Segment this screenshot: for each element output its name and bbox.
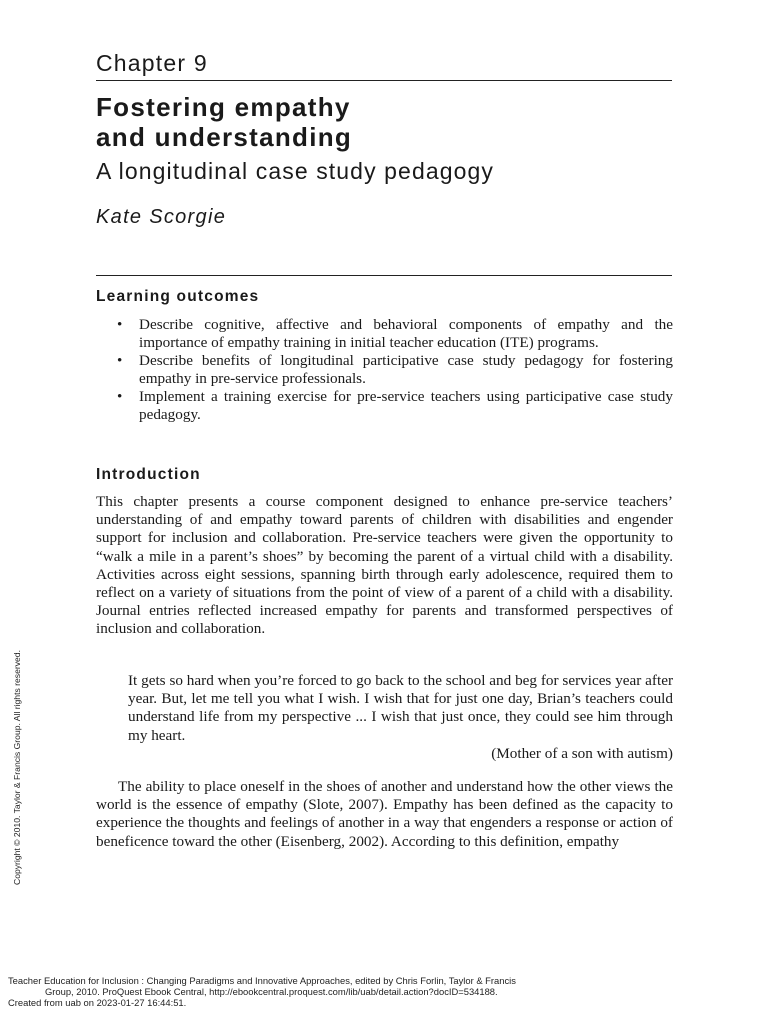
- bullet-icon: •: [117, 316, 123, 333]
- chapter-author: Kate Scorgie: [96, 206, 227, 228]
- introduction-heading: Introduction: [96, 466, 201, 483]
- learning-outcomes-list: [117, 316, 673, 424]
- quote-text: It gets so hard when you’re forced to go back to the school and beg for services year after year. But, let me tell you what I wish. I wish that for just one day, Brian’s teachers could understand life from my perspective ... I wish that just once, they could see him through my heart.: [128, 672, 673, 744]
- block-quote: [128, 672, 673, 763]
- footer-line-1: Teacher Education for Inclusion : Changing Paradigms and Innovative Approaches, edited by Chris Forlin, Taylor & Francis: [8, 975, 516, 986]
- list-item: [117, 388, 673, 424]
- bullet-icon: •: [117, 388, 123, 405]
- footer-line-3: Created from uab on 2023-01-27 16:44:51.: [8, 997, 187, 1008]
- section-divider: [96, 275, 672, 276]
- chapter-subtitle: A longitudinal case study pedagogy: [96, 158, 494, 184]
- list-item-text: Describe benefits of longitudinal participative case study pedagogy for fostering empathy in pre-service professionals.: [139, 352, 673, 387]
- quote-attribution: (Mother of a son with autism): [491, 744, 673, 762]
- list-item-text: Implement a training exercise for pre-service teachers using participative case study pedagogy.: [139, 388, 673, 423]
- learning-outcomes-heading: Learning outcomes: [96, 288, 260, 305]
- chapter-title: [96, 92, 352, 152]
- side-copyright-notice: Copyright © 2010. Taylor & Francis Group. All rights reserved.: [12, 650, 22, 885]
- header-divider: [96, 80, 672, 81]
- intro-paragraph-2: The ability to place oneself in the shoes of another and understand how the other views the world is the essence of empathy (Slote, 2007). Empathy has been defined as the capacity to experience the thoughts and feelings of another in a way that engenders a response or action of beneficence toward the other (Eisenberg, 2002). According to this definition, empathy: [96, 778, 673, 850]
- list-item: [117, 352, 673, 388]
- chapter-label: Chapter 9: [96, 50, 208, 76]
- bullet-icon: •: [117, 352, 123, 369]
- chapter-title-line-1: Fostering empathy: [96, 92, 351, 122]
- chapter-title-line-2: and understanding: [96, 122, 353, 152]
- list-item-text: Describe cognitive, affective and behavioral components of empathy and the importance of empathy training in initial teacher education (ITE) programs.: [139, 316, 673, 351]
- footer-line-2: Group, 2010. ProQuest Ebook Central, http://ebookcentral.proquest.com/lib/uab/detail.action?docID=534188.: [45, 986, 498, 997]
- list-item: [117, 316, 673, 352]
- footer-citation: [8, 975, 516, 1008]
- intro-paragraph-1: This chapter presents a course component designed to enhance pre-service teachers’ understanding of and empathy toward parents of children with disabilities and engender support for inclusion and collaboration. Pre-service teachers were given the opportunity to “walk a mile in a parent’s shoes” by becoming the parent of a virtual child with a disability. Activities across eight sessions, spanning birth through early adolescence, required them to reflect on a variety of situations from the point of view of a parent of a child with a disability. Journal entries reflected increased empathy for parents and transformed perspectives of inclusion and collaboration.: [96, 493, 673, 638]
